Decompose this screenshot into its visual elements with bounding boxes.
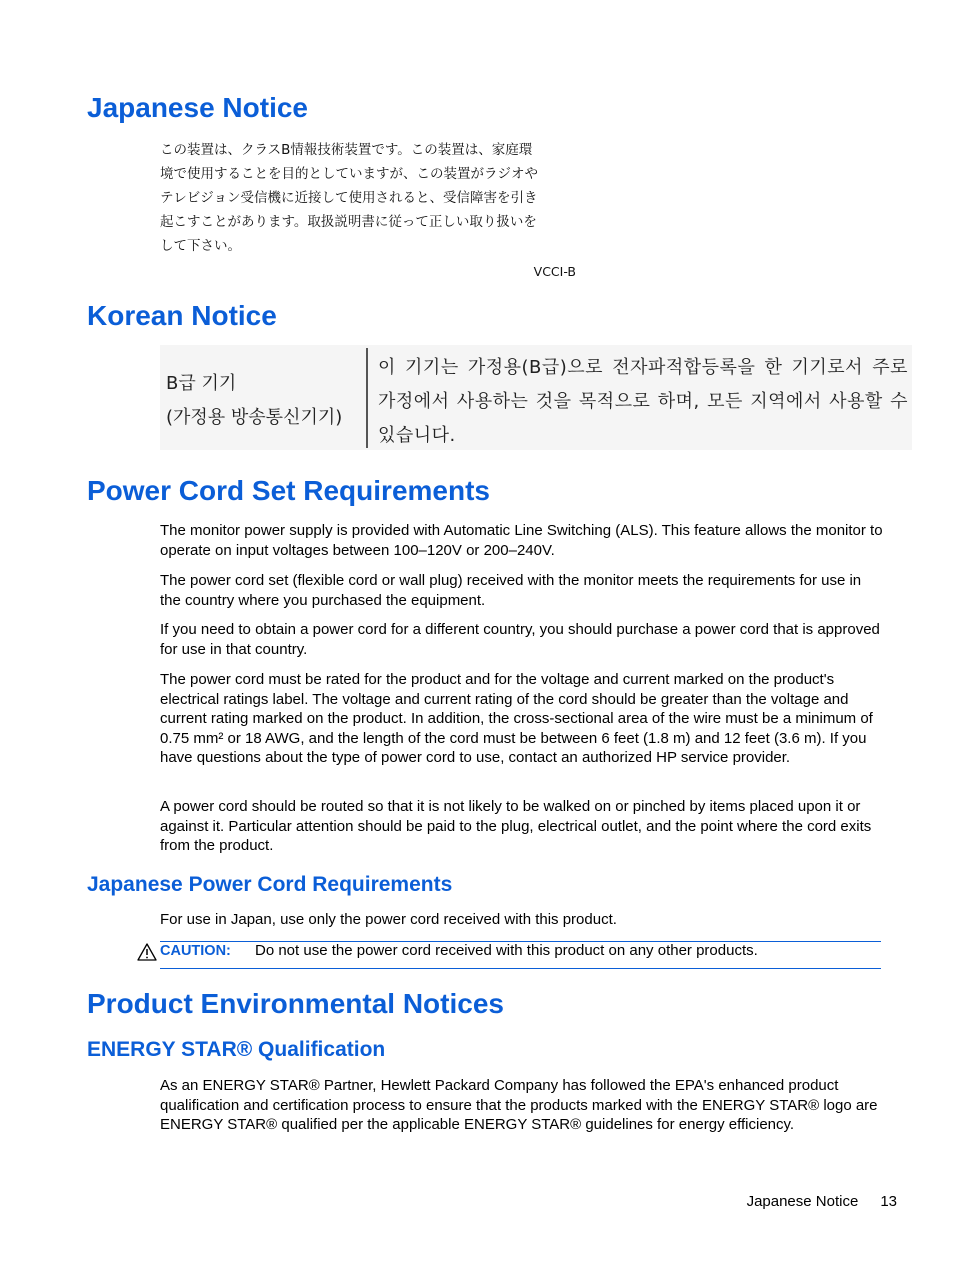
- power-cord-paragraph: A power cord should be routed so that it is not likely to be walked on or pinched by items placed upon it or against it. Particular attention should be paid to the plug, electrical outlet, and the point where the cord exits from the product.: [160, 798, 872, 854]
- japanese-power-cord-paragraph: For use in Japan, use only the power cord received with this product.: [160, 911, 617, 928]
- vcci-label: VCCI-B: [533, 264, 576, 279]
- korean-divider: [366, 348, 368, 448]
- footer-section-name: Japanese Notice: [746, 1193, 859, 1210]
- korean-notice-heading: Korean Notice: [87, 300, 277, 331]
- korean-class-label: [166, 367, 362, 435]
- japanese-notice-heading: Japanese Notice: [87, 92, 308, 123]
- korean-notice-box: [160, 345, 912, 450]
- japanese-notice-line: この装置は、クラスB情報技術装置です。この装置は、家庭環: [160, 142, 533, 158]
- energy-star-paragraph: As an ENERGY STAR® Partner, Hewlett Packard Company has followed the EPA's enhanced product qualification and certification process to ensure that the products marked with the ENERGY STAR® logo are ENERGY STAR® qualified per the applicable ENERGY STAR® guidelines for energy efficiency.: [160, 1077, 878, 1133]
- japanese-notice-line: テレビジョン受信機に近接して使用されると、受信障害を引き: [160, 190, 538, 206]
- power-cord-paragraph: The monitor power supply is provided with Automatic Line Switching (ALS). This feature allows the monitor to operate on input voltages between 100–120V or 200–240V.: [160, 522, 883, 559]
- warning-triangle-icon: [137, 943, 157, 961]
- japanese-notice-text: [160, 138, 576, 284]
- japanese-power-cord-heading: Japanese Power Cord Requirements: [87, 873, 453, 896]
- japanese-notice-line: して下さい。: [160, 238, 241, 254]
- page-number: 13: [880, 1193, 897, 1210]
- caution-text: Do not use the power cord received with this product on any other products.: [255, 942, 758, 959]
- energy-star-heading: ENERGY STAR® Qualification: [87, 1038, 386, 1061]
- power-cord-paragraph: If you need to obtain a power cord for a different country, you should purchase a power cord that is approved for use in that country.: [160, 621, 880, 658]
- power-cord-heading: Power Cord Set Requirements: [87, 475, 490, 506]
- japanese-notice-line: 起こすことがあります。取扱説明書に従って正しい取り扱いを: [160, 214, 537, 230]
- korean-class-line: B급 기기: [166, 373, 237, 394]
- environmental-notices-heading: Product Environmental Notices: [87, 988, 504, 1019]
- power-cord-paragraph: The power cord set (flexible cord or wall plug) received with the monitor meets the requirements for use in the country where you purchased the equipment.: [160, 572, 862, 609]
- caution-notice: [160, 941, 881, 969]
- page-footer: [747, 1193, 897, 1210]
- korean-notice-text: 이 기기는 가정용(B급)으로 전자파적합등록을 한 기기로서 주로 가정에서 사용하는 것을 목적으로 하며, 모든 지역에서 사용할 수 있습니다.: [378, 357, 908, 446]
- japanese-notice-line: 境で使用することを目的としていますが、この装置がラジオや: [160, 166, 538, 182]
- korean-class-line: (가정용 방송통신기기): [166, 407, 343, 428]
- caution-label: CAUTION:: [160, 943, 231, 959]
- power-cord-paragraph: The power cord must be rated for the product and for the voltage and current marked on the product's electrical ratings label. The voltage and current rating of the cord should be greater than the voltage and current rating marked on the product. In addition, the cross-sectional area of the wire must be a minimum of 0.75 mm² or 18 AWG, and the length of the cord must be between 6 feet (1.8 m) and 12 feet (3.6 m). If you have questions about the type of power cord to use, contact an authorized HP service provider.: [160, 671, 873, 766]
